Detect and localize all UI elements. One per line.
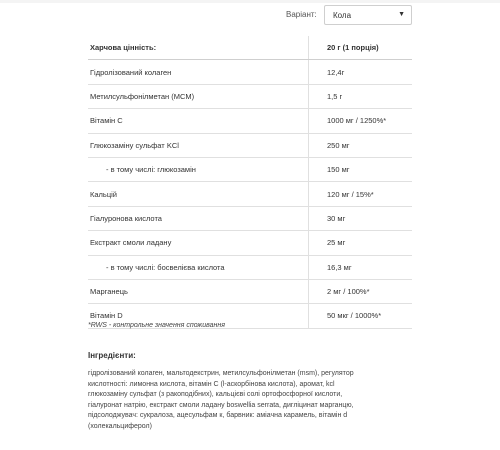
nutrient-name: Кальцій — [88, 182, 309, 206]
nutrient-name: Метилсульфонілметан (MCM) — [88, 84, 309, 108]
nutrition-table — [88, 36, 412, 329]
ingredients-title: Інгредієнти: — [88, 351, 136, 360]
table-row — [88, 60, 412, 84]
nutrient-name: - в тому числі: глюкозамін — [88, 157, 309, 181]
nutrient-value: 150 мг — [309, 157, 413, 181]
top-divider — [0, 0, 500, 3]
nutrient-value: 1000 мг / 1250%* — [309, 109, 413, 133]
nutrient-value: 120 мг / 15%* — [309, 182, 413, 206]
nutrient-name: - в тому числі: босвелієва кислота — [88, 255, 309, 279]
nutrient-value: 250 мг — [309, 133, 413, 157]
table-row — [88, 109, 412, 133]
rws-footnote: *RWS - контрольне значення споживання — [88, 322, 225, 329]
table-row — [88, 231, 412, 255]
nutrient-value: 12,4г — [309, 60, 413, 84]
variant-dropdown[interactable] — [324, 5, 412, 25]
nutrient-value: 30 мг — [309, 206, 413, 230]
nutrient-value: 16,3 мг — [309, 255, 413, 279]
table-row — [88, 157, 412, 181]
nutrient-value: 25 мг — [309, 231, 413, 255]
table-row — [88, 279, 412, 303]
nutrient-name: Гіалуронова кислота — [88, 206, 309, 230]
nutrient-name: Глюкозаміну сульфат KCl — [88, 133, 309, 157]
nutrient-name: Вітамін D — [88, 304, 309, 328]
variant-label: Варіант: — [286, 10, 317, 19]
table-row — [88, 133, 412, 157]
variant-selector-row — [0, 5, 500, 27]
table-row — [88, 182, 412, 206]
ingredients-line: підсолоджувач: сукралоза, ацесульфам к, барвник: аміачна карамель, вітамін d — [88, 412, 348, 420]
nutrition-header-row — [88, 36, 412, 60]
caret-down-icon: ▼ — [398, 11, 405, 18]
ingredients-line: гіалуронат натрію, екстракт смоли ладану boswellia serrata, дигліцинат марганцю, — [88, 401, 354, 409]
table-row — [88, 255, 412, 279]
nutrition-header-value: 20 г (1 порція) — [309, 36, 413, 60]
ingredients-text — [88, 369, 414, 433]
nutrient-value: 50 мкг / 1000%* — [309, 304, 413, 328]
nutrient-name: Гідролізований колаген — [88, 60, 309, 84]
nutrient-name: Вітамін C — [88, 109, 309, 133]
ingredients-line: (холекальциферол) — [88, 422, 152, 430]
nutrient-value: 2 мг / 100%* — [309, 279, 413, 303]
ingredients-line: кислотності: лимонна кислота, вітамін С (l-аскорбінова кислота), аромат, kcl — [88, 380, 335, 388]
ingredients-line: гідролізований колаген, мальтодекстрин, метилсульфонілметан (msm), регулятор — [88, 370, 354, 377]
nutrient-name: Марганець — [88, 279, 309, 303]
variant-selected-value: Кола — [333, 11, 352, 20]
ingredients-line: глюкозаміну сульфат (з ракоподібних), кальцієві солі ортофосфорної кислоти, — [88, 391, 343, 399]
nutrient-value: 1,5 г — [309, 84, 413, 108]
nutrition-header-name: Харчова цінність: — [88, 36, 309, 60]
nutrient-name: Екстракт смоли ладану — [88, 231, 309, 255]
table-row — [88, 206, 412, 230]
table-row — [88, 84, 412, 108]
